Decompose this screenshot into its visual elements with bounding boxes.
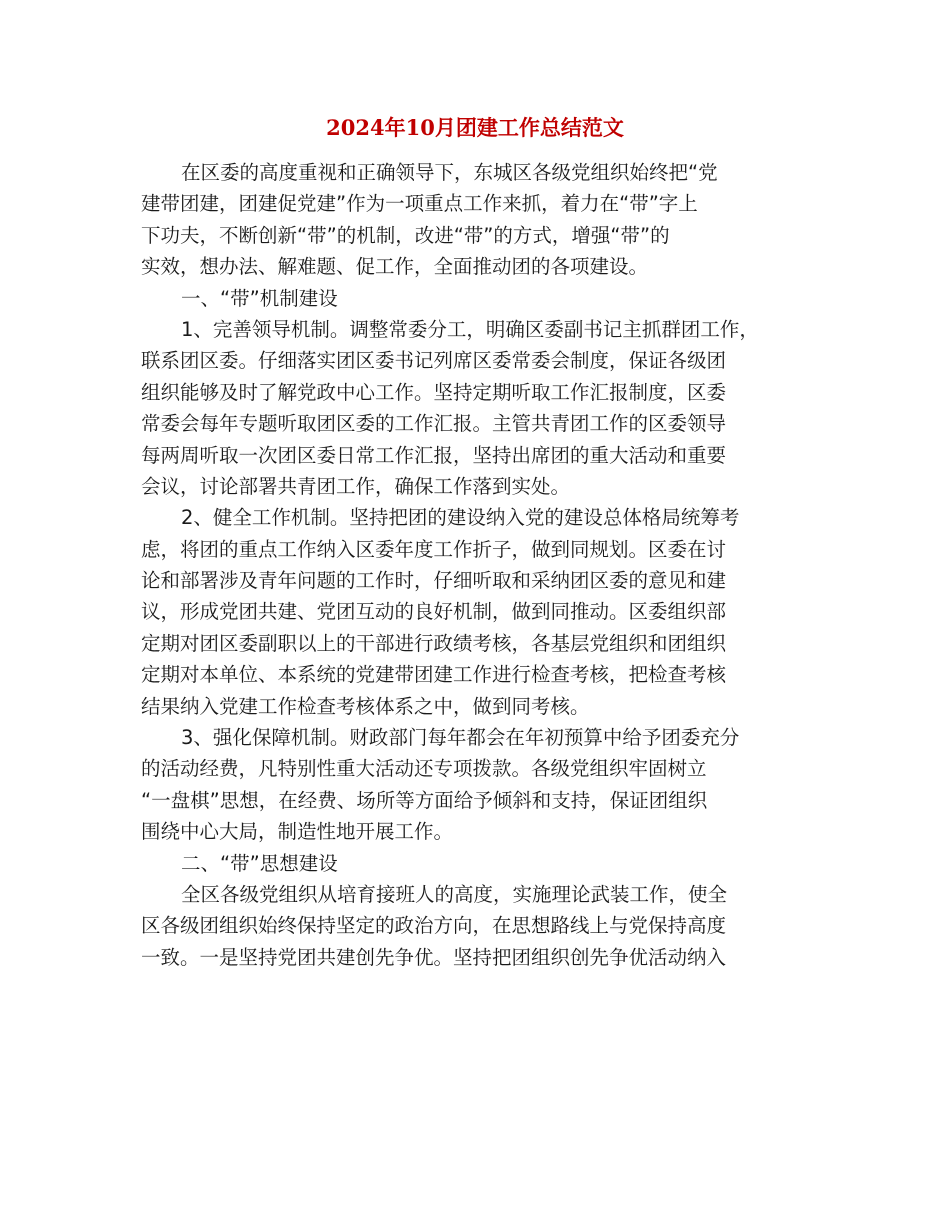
- text-line: 议，形成党团共建、党团互动的良好机制，做到同推动。区委组织部: [141, 600, 727, 624]
- text-line: 二、“带”思想建设: [181, 851, 338, 875]
- text-line: 论和部署涉及青年问题的工作时，仔细听取和采纳团区委的意见和建: [141, 569, 727, 593]
- text-line: 2、健全工作机制。坚持把团的建设纳入党的建设总体格局统筹考: [181, 506, 740, 530]
- text-line: 围绕中心大局，制造性地开展工作。: [141, 820, 454, 844]
- text-line: 的活动经费，凡特别性重大活动还专项拨款。各级党组织牢固树立: [141, 757, 707, 781]
- text-line: 组织能够及时了解党政中心工作。坚持定期听取工作汇报制度，区委: [141, 380, 727, 404]
- text-line: 在区委的高度重视和正确领导下，东城区各级党组织始终把“党: [181, 161, 718, 184]
- text-line: 定期对本单位、本系统的党建带团建工作进行检查考核，把检查考核: [141, 663, 727, 687]
- text-line: 会议，讨论部署共青团工作，确保工作落到实处。: [141, 474, 571, 498]
- text-line: 1、完善领导机制。调整常委分工，明确区委副书记主抓群团工作，: [181, 317, 759, 341]
- text-line: 全区各级党组织从培育接班人的高度，实施理论武装工作，使全: [181, 882, 728, 906]
- text-line: 实效，想办法、解难题、促工作，全面推动团的各项建设。: [141, 255, 649, 279]
- text-line: 虑，将团的重点工作纳入区委年度工作折子，做到同规划。区委在讨: [141, 537, 727, 561]
- text-line: 联系团区委。仔细落实团区委书记列席区委常委会制度，保证各级团: [141, 349, 727, 373]
- text-line: 结果纳入党建工作检查考核体系之中，做到同考核。: [141, 694, 590, 718]
- text-line: 3、强化保障机制。财政部门每年都会在年初预算中给予团委充分: [181, 726, 740, 750]
- text-line: 一致。一是坚持党团共建创先争优。坚持把团组织创先争优活动纳入: [141, 945, 727, 969]
- text-line: 每两周听取一次团区委日常工作汇报，坚持出席团的重大活动和重要: [141, 443, 727, 467]
- text-line: 一、“带”机制建设: [181, 286, 338, 310]
- document-title: 2024年10月团建工作总结范文: [326, 115, 624, 140]
- text-line: 下功夫，不断创新“带”的机制，改进“带”的方式，增强“带”的: [141, 223, 670, 247]
- text-line: 定期对团区委副职以上的干部进行政绩考核，各基层党组织和团组织: [141, 631, 727, 655]
- text-line: 常委会每年专题听取团区委的工作汇报。主管共青团工作的区委领导: [141, 412, 727, 436]
- document-body: [141, 157, 821, 973]
- text-line: “一盘棋”思想，在经费、场所等方面给予倾斜和支持，保证团组织: [141, 788, 708, 812]
- text-line: 区各级团组织始终保持坚定的政治方向，在思想路线上与党保持高度: [141, 914, 727, 938]
- text-line: 建带团建，团建促党建”作为一项重点工作来抓，着力在“带”字上: [141, 192, 698, 216]
